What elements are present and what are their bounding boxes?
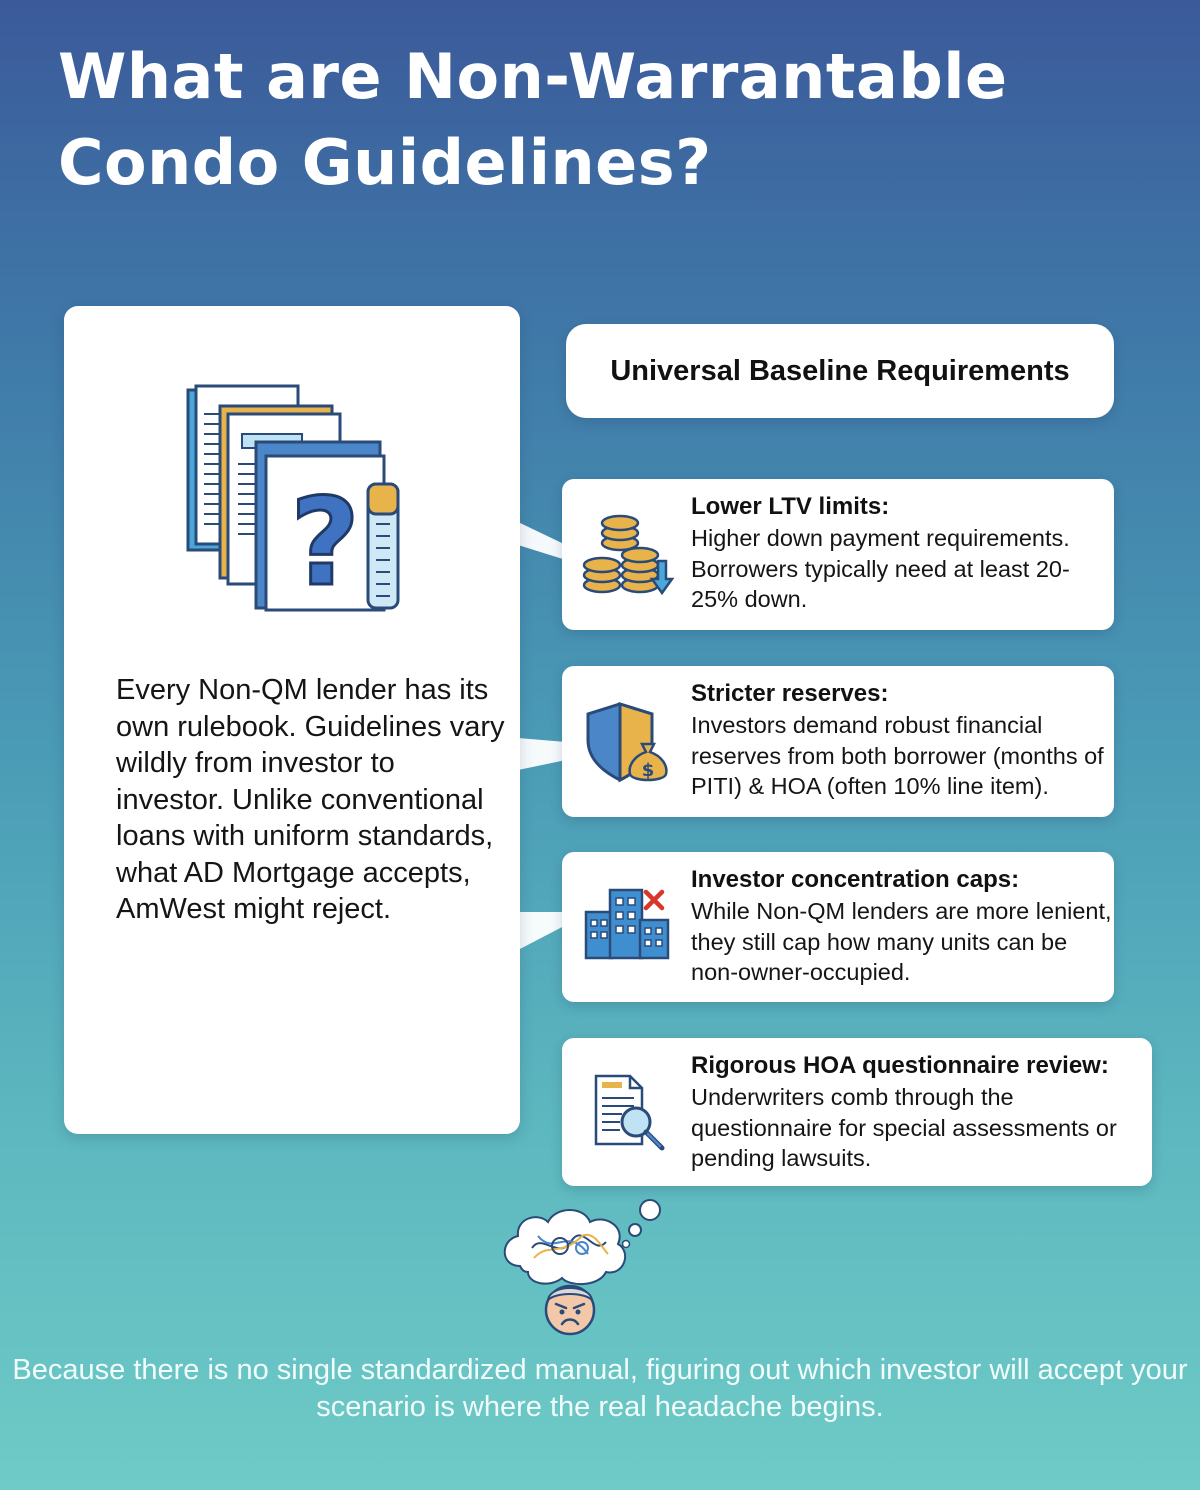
page-title: What are Non-Warrantable Condo Guidelines?	[58, 40, 1008, 199]
documents-question-icon	[182, 384, 412, 624]
svg-text:$: $	[641, 760, 655, 781]
document-magnifier-icon	[592, 1072, 668, 1152]
requirement-title: Stricter reserves:	[691, 680, 889, 707]
requirement-card-concentration	[562, 852, 1114, 1002]
requirement-description: While Non-QM lenders are more lenient, they still cap how many units can be non-owner-occupied.	[691, 898, 1112, 985]
shield-money-bag-icon	[582, 700, 674, 784]
requirement-card-hoa-review	[562, 1038, 1152, 1186]
section-header	[566, 324, 1114, 418]
requirement-description: Investors demand robust financial reserves from both borrower (months of PITI) & HOA (often 10% line item).	[691, 712, 1104, 799]
requirement-title: Investor concentration caps:	[691, 866, 1020, 893]
buildings-x-icon	[582, 886, 674, 960]
svg-text:?: ?	[290, 474, 360, 613]
requirement-title: Rigorous HOA questionnaire review:	[691, 1052, 1109, 1079]
requirement-description: Underwriters comb through the questionnaire for special assessments or pending lawsuits.	[691, 1084, 1117, 1171]
section-header-label: Universal Baseline Requirements	[610, 354, 1070, 387]
footer-text: Because there is no single standardized manual, figuring out which investor will accept your scenario is where the real headache begins.	[12, 1354, 1188, 1423]
left-info-card	[64, 306, 520, 1134]
coins-down-arrow-icon	[582, 513, 674, 597]
requirement-card-ltv	[562, 479, 1114, 630]
confused-thinker-icon	[498, 1196, 668, 1340]
requirement-title: Lower LTV limits:	[691, 493, 890, 520]
requirement-card-reserves	[562, 666, 1114, 817]
left-card-text: Every Non-QM lender has its own rulebook. Guidelines vary wildly from investor to investor. Unlike conventional loans with uniform standards, what AD Mortgage accepts, AmWest might reject.	[116, 674, 505, 925]
requirement-description: Higher down payment requirements. Borrowers typically need at least 20-25% down.	[691, 525, 1070, 612]
